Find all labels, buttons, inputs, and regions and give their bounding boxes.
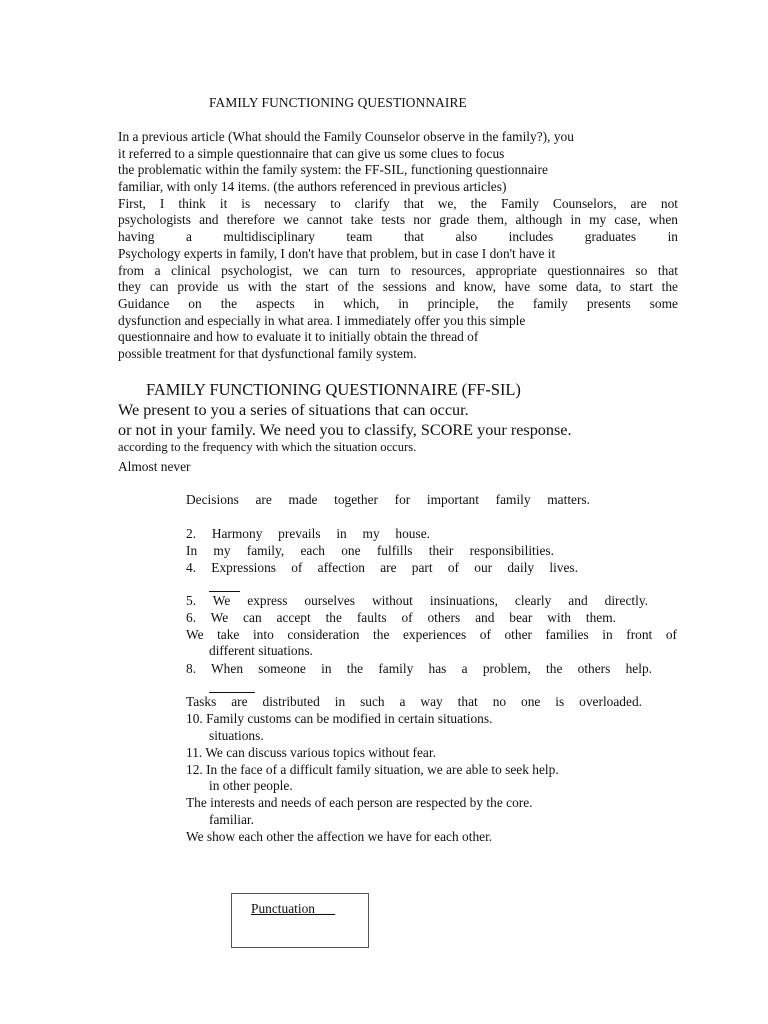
intro-line: from a clinical psychologist, we can turn to resources, appropriate questionnaires so that	[118, 262, 678, 278]
question-item-continuation: situations.	[209, 728, 264, 743]
intro-line: dysfunction and especially in what area. I immediately offer you this simple	[118, 312, 526, 328]
intro-line: Psychology experts in family, I don't have that problem, but in case I don't have it	[118, 245, 556, 261]
intro-line: Guidance on the aspects in which, in principle, the family presents some	[118, 295, 678, 311]
questionnaire-title: FAMILY FUNCTIONING QUESTIONNAIRE (FF-SIL)	[146, 380, 521, 399]
question-item: 10. Family customs can be modified in certain situations.	[186, 711, 493, 726]
intro-paragraph	[118, 129, 678, 363]
intro-line: In a previous article (What should the Family Counselor observe in the family?), you	[118, 129, 574, 144]
instruction-line-2: or not in your family. We need you to classify, SCORE your response.	[118, 421, 572, 439]
score-label: Punctuation___	[251, 901, 336, 916]
question-item: We show each other the affection we have for each other.	[186, 829, 493, 844]
answer-blank	[209, 591, 240, 592]
document-title: FAMILY FUNCTIONING QUESTIONNAIRE	[209, 95, 467, 110]
intro-line: they can provide us with the start of the sessions and know, have some data, to start the	[118, 279, 678, 295]
intro-line: having a multidisciplinary team that also includes graduates in	[118, 229, 678, 245]
question-item-continuation: different situations.	[209, 643, 313, 658]
instruction-line-3: according to the frequency with which the situation occurs.	[118, 440, 417, 454]
score-box	[231, 893, 369, 948]
scale-label: Almost never	[118, 459, 191, 474]
intro-line: familiar, with only 14 items. (the authors referenced in previous articles)	[118, 179, 507, 195]
question-item: 5. We express ourselves without insinuations, clearly and directly.	[186, 593, 648, 608]
intro-line: questionnaire and how to evaluate it to initially obtain the thread of	[118, 329, 479, 345]
question-item: Tasks are distributed in such a way that no one is overloaded.	[186, 694, 642, 709]
intro-line: the problematic within the family system: the FF-SIL, functioning questionnaire	[118, 162, 548, 178]
question-item: 11. We can discuss various topics without fear.	[186, 745, 436, 760]
question-item-continuation: in other people.	[209, 778, 293, 793]
question-item: 2. Harmony prevails in my house.	[186, 526, 430, 541]
question-item: In my family, each one fulfills their responsibilities.	[186, 543, 554, 558]
intro-line: First, I think it is necessary to clarify that we, the Family Counselors, are not	[118, 195, 678, 211]
question-item-continuation: familiar.	[209, 812, 254, 827]
question-item: We take into consideration the experiences of other families in front of	[186, 627, 677, 642]
question-item: 12. In the face of a difficult family situation, we are able to seek help.	[186, 762, 559, 777]
question-item: 4. Expressions of affection are part of our daily lives.	[186, 560, 578, 575]
question-item: Decisions are made together for important family matters.	[186, 492, 590, 507]
intro-line: possible treatment for that dysfunctional family system.	[118, 345, 417, 361]
question-item: 8. When someone in the family has a problem, the others help.	[186, 661, 652, 676]
question-item: The interests and needs of each person are respected by the core.	[186, 795, 533, 810]
intro-line: it referred to a simple questionnaire that can give us some clues to focus	[118, 145, 505, 161]
question-item: 6. We can accept the faults of others and bear with them.	[186, 610, 616, 625]
intro-line: psychologists and therefore we cannot take tests nor grade them, although in my case, when	[118, 212, 678, 228]
answer-blank	[209, 692, 255, 693]
instruction-line-1: We present to you a series of situations that can occur.	[118, 401, 469, 419]
